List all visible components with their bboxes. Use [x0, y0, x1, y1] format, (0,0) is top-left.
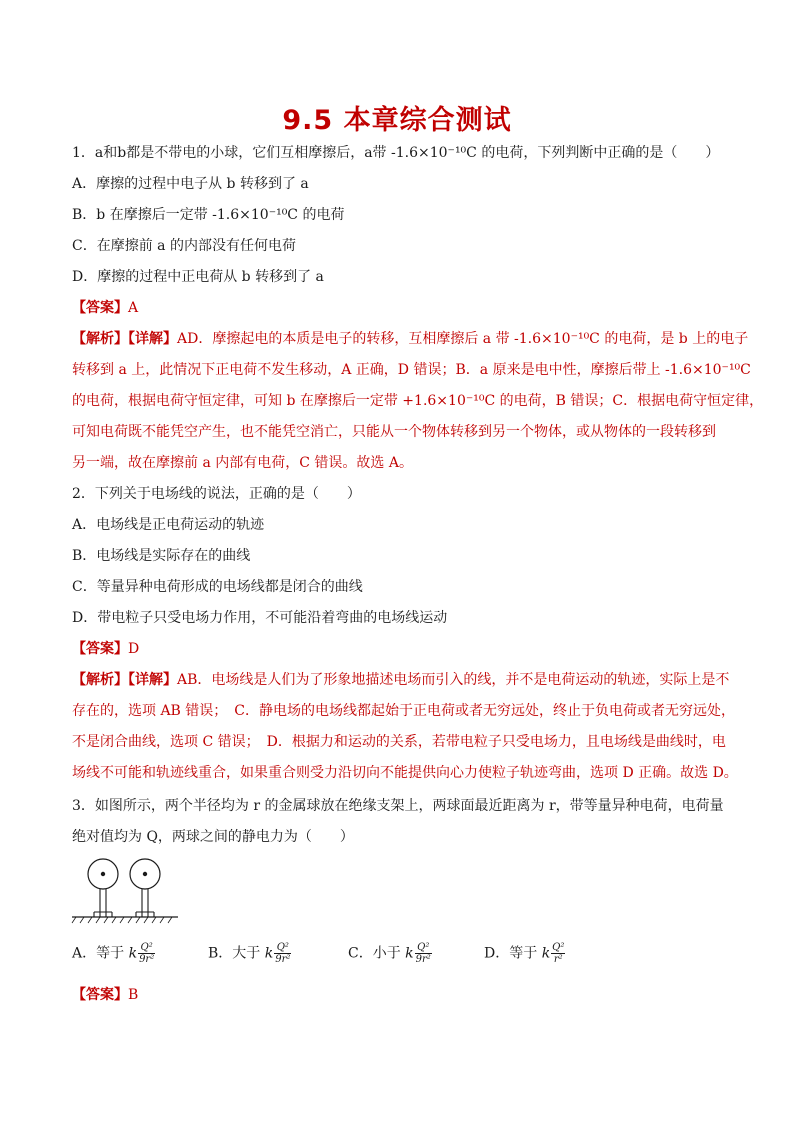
fraction: $\frac{\text{Q²}}{\text{9r²}}$: [139, 942, 155, 965]
q1-option-b: B．b 在摩擦后一定带 -1.6×10⁻¹⁰C 的电荷: [72, 207, 345, 223]
q1-analysis-line-1: 【解析】【详解】AD．摩擦起电的本质是电子的转移，互相摩擦后 a 带 -1.6×10⁻¹⁰C 的电荷，是 b 上的电子: [72, 331, 749, 347]
q2-option-d: D．带电粒子只受电场力作用，不可能沿着弯曲的电场线运动: [72, 610, 448, 626]
q1-analysis-line-4: 可知电荷既不能凭空产生，也不能凭空消亡，只能从一个物体转移到另一个物体，或从物体的一段转移到: [72, 424, 716, 440]
left-sphere-center: [101, 872, 105, 876]
q2-option-b: B．电场线是实际存在的曲线: [72, 548, 251, 564]
q1-option-c: C．在摩擦前 a 的内部没有任何电荷: [72, 238, 296, 254]
fraction: $\frac{\text{Q²}}{\text{9r²}}$: [415, 942, 431, 965]
q1-answer: [72, 299, 138, 317]
q2-analysis-line-2: 存在的，选项 AB 错误； C．静电场的电场线都起始于正电荷或者无穷远处，终止于负电荷或者无穷远处，: [72, 703, 736, 719]
q3-options: [72, 942, 732, 978]
q3-option-b: B．大于 k $\frac{\text{Q²}}{\text{9r²}}$: [208, 942, 291, 965]
q3-option-a: A．等于 k $\frac{\text{Q²}}{\text{9r²}}$: [72, 942, 155, 965]
q2-option-c: C．等量异种电荷形成的电场线都是闭合的曲线: [72, 579, 363, 595]
fraction: $\frac{\text{Q²}}{\text{9r²}}$: [275, 942, 291, 965]
q3-answer: [72, 986, 138, 1004]
q2-analysis-line-4: 场线不可能和轨迹线重合，如果重合则受力沿切向不能提供向心力使粒子轨迹弯曲，选项 D 正确。故选 D。: [72, 765, 738, 781]
q3-option-d: D．等于 k $\frac{\text{Q²}}{\text{r²}}$: [484, 942, 565, 965]
q2-stem: 2．下列关于电场线的说法，正确的是（ ）: [72, 486, 361, 502]
q3-option-c: C．小于 k $\frac{\text{Q²}}{\text{9r²}}$: [348, 942, 431, 965]
fraction: $\frac{\text{Q²}}{\text{r²}}$: [552, 942, 565, 965]
metal-spheres-figure: [70, 857, 180, 927]
answer-label: 【答案】: [72, 300, 128, 316]
q3-stem-line-1: 3．如图所示，两个半径均为 r 的金属球放在绝缘支架上，两球面最近距离为 r，带等量异种电荷，电荷量: [72, 798, 724, 814]
q1-analysis-line-3: 的电荷，根据电荷守恒定律，可知 b 在摩擦后一定带 +1.6×10⁻¹⁰C 的电荷，B 错误；C．根据电荷守恒定律，: [72, 393, 764, 409]
q1-option-a: A．摩擦的过程中电子从 b 转移到了 a: [72, 176, 309, 192]
q1-option-d: D．摩擦的过程中正电荷从 b 转移到了 a: [72, 269, 324, 285]
analysis-label: 【解析】【详解】: [72, 672, 177, 688]
answer-label: 【答案】: [72, 641, 128, 657]
q1-stem: 1．a和b都是不带电的小球，它们互相摩擦后，a带 -1.6×10⁻¹⁰C 的电荷，下列判断中正确的是（ ）: [72, 145, 720, 161]
analysis-label: 【解析】【详解】: [72, 331, 177, 347]
answer-label: 【答案】: [72, 987, 128, 1003]
q2-analysis-line-1: 【解析】【详解】AB．电场线是人们为了形象地描述电场而引入的线，并不是电荷运动的轨迹，实际上是不: [72, 672, 730, 688]
answer-value: A: [128, 300, 139, 316]
q1-analysis-line-2: 转移到 a 上，此情况下正电荷不发生移动，A 正确，D 错误；B．a 原来是电中性，摩擦后带上 -1.6×10⁻¹⁰C: [72, 362, 751, 378]
q3-stem-line-2: 绝对值均为 Q，两球之间的静电力为（ ）: [72, 829, 354, 845]
right-sphere-center: [143, 872, 147, 876]
q2-option-a: A．电场线是正电荷运动的轨迹: [72, 517, 265, 533]
q2-analysis-line-3: 不是闭合曲线，选项 C 错误； D．根据力和运动的关系，若带电粒子只受电场力，且电场线是曲线时，电: [72, 734, 726, 750]
answer-value: D: [128, 641, 140, 657]
answer-value: B: [128, 987, 139, 1003]
q2-answer: [72, 640, 139, 658]
q1-analysis-line-5: 另一端，故在摩擦前 a 内部有电荷，C 错误。故选 A。: [72, 455, 413, 471]
page-title: 9.5 本章综合测试: [282, 105, 512, 136]
